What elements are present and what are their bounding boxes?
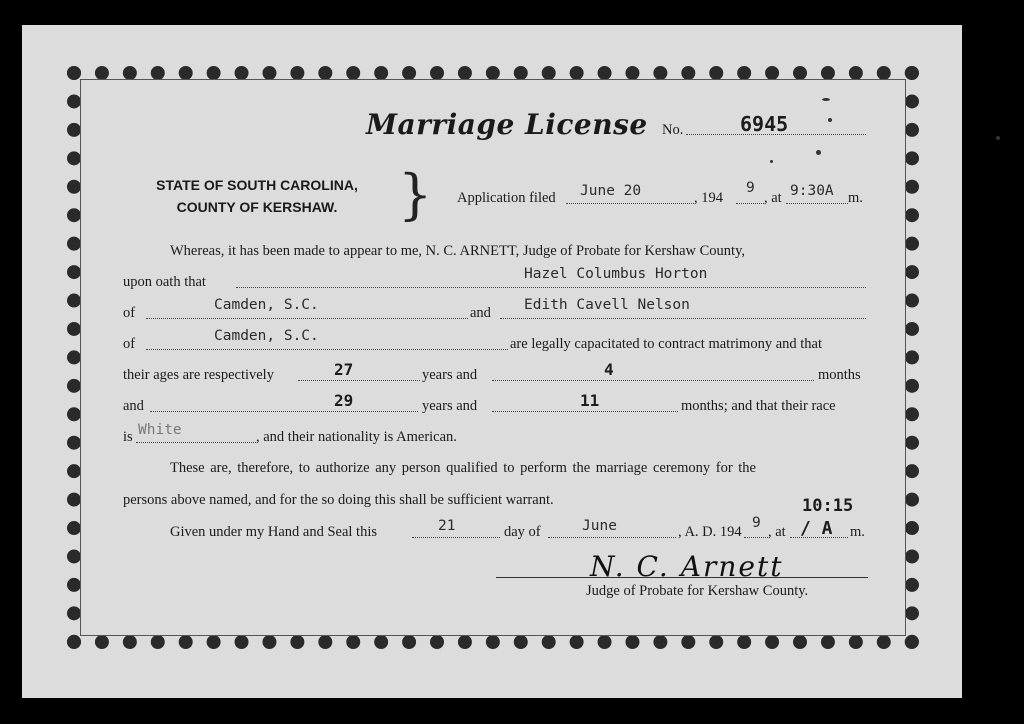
months-race: months; and that their race bbox=[681, 398, 836, 414]
of-label-2: of bbox=[123, 336, 136, 352]
age2-months-line bbox=[492, 411, 678, 412]
speck bbox=[828, 118, 832, 122]
age1-months: 4 bbox=[604, 360, 614, 379]
years-and-1: years and bbox=[422, 367, 478, 383]
persons-text: persons above named, and for the so doing this shall be sufficient warrant. bbox=[123, 492, 554, 508]
given-at: , at bbox=[768, 524, 786, 540]
judge-title: Judge of Probate for Kershaw County. bbox=[586, 583, 809, 599]
application-label: Application filed bbox=[457, 190, 556, 206]
given-year-digit: 9 bbox=[752, 515, 761, 531]
of-label-1: of bbox=[123, 305, 136, 321]
speck bbox=[996, 136, 1000, 140]
signature-line bbox=[496, 577, 868, 578]
bride-residence: Camden, S.C. bbox=[214, 328, 319, 344]
years-and-2: years and bbox=[422, 398, 478, 414]
groom-residence: Camden, S.C. bbox=[214, 297, 319, 313]
given-day-of: day of bbox=[504, 524, 541, 540]
given-ad: , A. D. 194 bbox=[678, 524, 742, 540]
speck bbox=[816, 150, 821, 155]
bride-name-line bbox=[500, 318, 866, 319]
application-m: m. bbox=[848, 190, 863, 206]
age1-years: 27 bbox=[334, 360, 354, 379]
given-label: Given under my Hand and Seal this bbox=[170, 524, 377, 540]
application-year-line bbox=[736, 203, 764, 204]
age1-months-line bbox=[492, 380, 814, 381]
age2-years-line bbox=[150, 411, 418, 412]
given-month-line bbox=[548, 537, 676, 538]
race-value: White bbox=[138, 422, 182, 438]
age2-months: 11 bbox=[580, 391, 600, 410]
whereas-text: Whereas, it has been made to appear to me, N. C. ARNETT, Judge of Probate for Kershaw County, bbox=[170, 243, 746, 259]
nationality-text: , and their nationality is American. bbox=[256, 429, 457, 445]
application-year-prefix: , 194 bbox=[694, 190, 723, 206]
groom-name: Hazel Columbus Horton bbox=[524, 266, 708, 282]
speck bbox=[770, 160, 773, 163]
age1-years-line bbox=[298, 380, 420, 381]
and-label-1: and bbox=[470, 305, 491, 321]
groom-name-line bbox=[236, 287, 866, 288]
and-label-2: and bbox=[123, 398, 144, 414]
license-no-label: No. bbox=[662, 122, 684, 138]
groom-residence-line bbox=[146, 318, 468, 319]
bride-name: Edith Cavell Nelson bbox=[524, 297, 690, 313]
license-title: Marriage License bbox=[366, 108, 648, 141]
given-m: m. bbox=[850, 524, 865, 540]
application-time: 9:30A bbox=[790, 183, 834, 199]
judge-signature: N. C. Arnett bbox=[590, 550, 784, 583]
race-line bbox=[136, 442, 256, 443]
given-month: June bbox=[582, 518, 617, 534]
application-year-digit: 9 bbox=[746, 180, 755, 196]
bride-residence-line bbox=[146, 349, 508, 350]
state-name: STATE OF SOUTH CAROLINA, bbox=[156, 177, 358, 193]
age2-years: 29 bbox=[334, 391, 354, 410]
given-day-line bbox=[412, 537, 500, 538]
county-name: COUNTY OF KERSHAW. bbox=[176, 199, 338, 215]
given-year-line bbox=[744, 537, 768, 538]
application-date-line bbox=[566, 203, 694, 204]
application-at: , at bbox=[764, 190, 782, 206]
upon-oath-label: upon oath that bbox=[123, 274, 206, 290]
capacitated-text: are legally capacitated to contract matrimony and that bbox=[510, 336, 823, 352]
given-time-note: 10:15 bbox=[802, 496, 854, 516]
speck bbox=[822, 98, 830, 101]
jurisdiction-block bbox=[112, 174, 402, 218]
application-time-line bbox=[786, 203, 848, 204]
ages-intro: their ages are respectively bbox=[123, 367, 274, 383]
is-label: is bbox=[123, 429, 133, 445]
given-day: 21 bbox=[438, 518, 456, 534]
brace-icon: } bbox=[398, 163, 433, 226]
license-number: 6945 bbox=[740, 112, 789, 136]
given-ampm: / A bbox=[800, 518, 833, 539]
authorize-text: These are, therefore, to authorize any person qualified to perform the marriage ceremony for the bbox=[170, 460, 756, 476]
application-date: June 20 bbox=[580, 183, 642, 199]
months-label: months bbox=[818, 367, 861, 383]
